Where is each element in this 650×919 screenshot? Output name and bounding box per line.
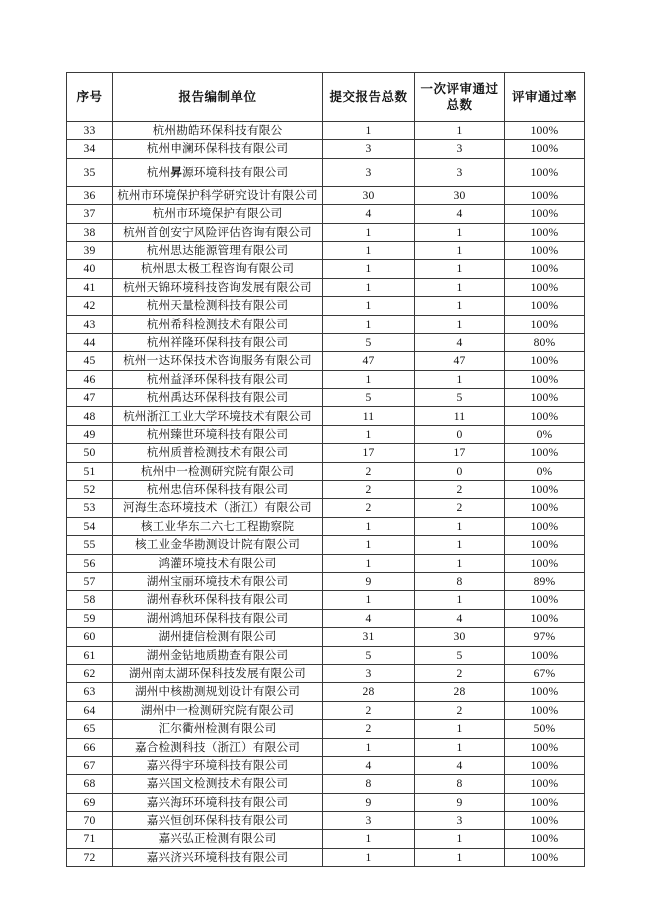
table-row (67, 775, 585, 793)
cell-unit-name: 嘉兴恒创环保科技有限公司 (113, 812, 323, 830)
cell-sequence: 41 (67, 278, 113, 296)
cell-first-pass: 4 (415, 205, 505, 223)
cell-unit-name: 杭州市环境保护有限公司 (113, 205, 323, 223)
cell-unit-name: 杭州中一检测研究院有限公司 (113, 462, 323, 480)
cell-first-pass: 1 (415, 554, 505, 572)
table-row (67, 462, 585, 480)
cell-pass-rate: 100% (505, 481, 585, 499)
cell-first-pass: 1 (415, 241, 505, 259)
cell-first-pass: 2 (415, 499, 505, 517)
cell-total-reports: 1 (323, 260, 415, 278)
table-row (67, 793, 585, 811)
cell-first-pass: 1 (415, 260, 505, 278)
table-row (67, 830, 585, 848)
cell-pass-rate: 89% (505, 572, 585, 590)
cell-sequence: 49 (67, 425, 113, 443)
cell-total-reports: 4 (323, 609, 415, 627)
table-row (67, 499, 585, 517)
cell-first-pass: 1 (415, 830, 505, 848)
cell-pass-rate: 100% (505, 701, 585, 719)
cell-total-reports: 2 (323, 481, 415, 499)
cell-sequence: 60 (67, 628, 113, 646)
cell-sequence: 39 (67, 241, 113, 259)
table-row (67, 389, 585, 407)
cell-unit-name: 河海生态环境技术（浙江）有限公司 (113, 499, 323, 517)
cell-sequence: 47 (67, 389, 113, 407)
cell-first-pass: 0 (415, 425, 505, 443)
cell-sequence: 59 (67, 609, 113, 627)
cell-first-pass: 1 (415, 536, 505, 554)
cell-sequence: 34 (67, 140, 113, 158)
cell-unit-name: 杭州忠信环保科技有限公司 (113, 481, 323, 499)
cell-first-pass: 4 (415, 609, 505, 627)
table-row (67, 628, 585, 646)
table-row (67, 352, 585, 370)
column-header-unit: 报告编制单位 (113, 73, 323, 122)
cell-first-pass: 2 (415, 664, 505, 682)
table-row (67, 140, 585, 158)
cell-first-pass: 8 (415, 572, 505, 590)
cell-first-pass: 3 (415, 140, 505, 158)
table-row (67, 370, 585, 388)
cell-total-reports: 3 (323, 158, 415, 186)
cell-pass-rate: 100% (505, 609, 585, 627)
cell-unit-name: 湖州鸿旭环保科技有限公司 (113, 609, 323, 627)
cell-first-pass: 1 (415, 223, 505, 241)
cell-first-pass: 1 (415, 848, 505, 866)
cell-pass-rate: 100% (505, 205, 585, 223)
cell-unit-name: 杭州思太极工程咨询有限公司 (113, 260, 323, 278)
cell-total-reports: 1 (323, 738, 415, 756)
cell-unit-name: 湖州南太湖环保科技发展有限公司 (113, 664, 323, 682)
cell-total-reports: 8 (323, 775, 415, 793)
cell-pass-rate: 100% (505, 122, 585, 140)
table-row (67, 609, 585, 627)
cell-first-pass: 1 (415, 720, 505, 738)
cell-pass-rate: 100% (505, 793, 585, 811)
cell-total-reports: 11 (323, 407, 415, 425)
cell-first-pass: 1 (415, 122, 505, 140)
cell-sequence: 37 (67, 205, 113, 223)
cell-pass-rate: 0% (505, 425, 585, 443)
cell-sequence: 50 (67, 444, 113, 462)
table-row (67, 407, 585, 425)
cell-total-reports: 2 (323, 701, 415, 719)
cell-total-reports: 47 (323, 352, 415, 370)
cell-first-pass: 3 (415, 158, 505, 186)
table-row (67, 572, 585, 590)
cell-total-reports: 9 (323, 793, 415, 811)
cell-sequence: 69 (67, 793, 113, 811)
column-header-total-reports: 提交报告总数 (323, 73, 415, 122)
cell-pass-rate: 80% (505, 333, 585, 351)
table-header-row (67, 73, 585, 122)
cell-unit-name: 核工业金华勘测设计院有限公司 (113, 536, 323, 554)
cell-unit-name: 杭州思达能源管理有限公司 (113, 241, 323, 259)
cell-sequence: 45 (67, 352, 113, 370)
cell-first-pass: 1 (415, 297, 505, 315)
table-row (67, 738, 585, 756)
cell-sequence: 52 (67, 481, 113, 499)
cell-pass-rate: 100% (505, 223, 585, 241)
cell-sequence: 71 (67, 830, 113, 848)
cell-pass-rate: 100% (505, 738, 585, 756)
cell-pass-rate: 100% (505, 140, 585, 158)
cell-pass-rate: 100% (505, 536, 585, 554)
cell-sequence: 62 (67, 664, 113, 682)
cell-pass-rate: 100% (505, 646, 585, 664)
cell-first-pass: 5 (415, 646, 505, 664)
cell-first-pass: 0 (415, 462, 505, 480)
cell-pass-rate: 100% (505, 517, 585, 535)
cell-first-pass: 1 (415, 370, 505, 388)
cell-unit-name: 杭州昇源环境科技有限公司 (113, 158, 323, 186)
cell-first-pass: 2 (415, 481, 505, 499)
cell-total-reports: 1 (323, 122, 415, 140)
cell-pass-rate: 100% (505, 683, 585, 701)
cell-total-reports: 1 (323, 517, 415, 535)
cell-total-reports: 1 (323, 591, 415, 609)
cell-first-pass: 1 (415, 591, 505, 609)
table-row (67, 241, 585, 259)
cell-total-reports: 1 (323, 554, 415, 572)
cell-total-reports: 4 (323, 756, 415, 774)
cell-unit-name: 鸿灌环境技术有限公司 (113, 554, 323, 572)
column-header-sequence: 序号 (67, 73, 113, 122)
cell-sequence: 36 (67, 186, 113, 204)
cell-total-reports: 2 (323, 462, 415, 480)
cell-sequence: 65 (67, 720, 113, 738)
cell-pass-rate: 100% (505, 260, 585, 278)
table-row (67, 122, 585, 140)
table-row (67, 425, 585, 443)
cell-unit-name: 湖州中核勘测规划设计有限公司 (113, 683, 323, 701)
cell-sequence: 35 (67, 158, 113, 186)
cell-pass-rate: 100% (505, 370, 585, 388)
cell-first-pass: 4 (415, 756, 505, 774)
cell-sequence: 38 (67, 223, 113, 241)
table-row (67, 756, 585, 774)
cell-first-pass: 9 (415, 793, 505, 811)
cell-unit-name: 杭州禹达环保科技有限公司 (113, 389, 323, 407)
cell-first-pass: 28 (415, 683, 505, 701)
cell-total-reports: 4 (323, 205, 415, 223)
cell-unit-name: 湖州捷信检测有限公司 (113, 628, 323, 646)
cell-unit-name: 湖州金钻地质勘查有限公司 (113, 646, 323, 664)
cell-pass-rate: 100% (505, 158, 585, 186)
cell-pass-rate: 100% (505, 812, 585, 830)
cell-first-pass: 5 (415, 389, 505, 407)
cell-pass-rate: 100% (505, 830, 585, 848)
cell-first-pass: 47 (415, 352, 505, 370)
table-row (67, 278, 585, 296)
table-row (67, 664, 585, 682)
table-row (67, 444, 585, 462)
cell-first-pass: 1 (415, 278, 505, 296)
report-statistics-table (66, 72, 585, 867)
cell-sequence: 64 (67, 701, 113, 719)
cell-unit-name: 杭州臻世环境科技有限公司 (113, 425, 323, 443)
cell-sequence: 42 (67, 297, 113, 315)
cell-unit-name: 杭州天锦环境科技咨询发展有限公司 (113, 278, 323, 296)
cell-pass-rate: 100% (505, 756, 585, 774)
cell-total-reports: 3 (323, 140, 415, 158)
cell-total-reports: 1 (323, 223, 415, 241)
cell-total-reports: 1 (323, 297, 415, 315)
cell-pass-rate: 100% (505, 554, 585, 572)
cell-first-pass: 11 (415, 407, 505, 425)
cell-total-reports: 9 (323, 572, 415, 590)
cell-first-pass: 1 (415, 517, 505, 535)
cell-unit-name: 湖州宝丽环境技术有限公司 (113, 572, 323, 590)
cell-pass-rate: 100% (505, 775, 585, 793)
cell-total-reports: 5 (323, 389, 415, 407)
table-row (67, 481, 585, 499)
cell-pass-rate: 100% (505, 241, 585, 259)
cell-unit-name: 杭州质普检测技术有限公司 (113, 444, 323, 462)
cell-pass-rate: 100% (505, 407, 585, 425)
cell-total-reports: 3 (323, 664, 415, 682)
cell-total-reports: 28 (323, 683, 415, 701)
table-row (67, 701, 585, 719)
cell-pass-rate: 100% (505, 444, 585, 462)
cell-pass-rate: 100% (505, 499, 585, 517)
cell-unit-name: 嘉兴济兴环境科技有限公司 (113, 848, 323, 866)
cell-unit-name: 杭州一达环保技术咨询服务有限公司 (113, 352, 323, 370)
cell-pass-rate: 100% (505, 315, 585, 333)
table-row (67, 554, 585, 572)
column-header-first-pass-total: 一次评审通过总数 (415, 73, 505, 122)
cell-first-pass: 2 (415, 701, 505, 719)
cell-unit-name: 湖州春秋环保科技有限公司 (113, 591, 323, 609)
cell-unit-name: 核工业华东二六七工程勘察院 (113, 517, 323, 535)
cell-first-pass: 1 (415, 738, 505, 756)
cell-sequence: 40 (67, 260, 113, 278)
table-row (67, 205, 585, 223)
cell-unit-name: 杭州申澜环保科技有限公司 (113, 140, 323, 158)
cell-total-reports: 1 (323, 278, 415, 296)
column-header-pass-rate: 评审通过率 (505, 73, 585, 122)
cell-sequence: 33 (67, 122, 113, 140)
cell-sequence: 44 (67, 333, 113, 351)
cell-unit-name: 嘉兴得宇环境科技有限公司 (113, 756, 323, 774)
table-row (67, 223, 585, 241)
table-row (67, 517, 585, 535)
table-row (67, 186, 585, 204)
cell-sequence: 56 (67, 554, 113, 572)
cell-sequence: 53 (67, 499, 113, 517)
table-row (67, 260, 585, 278)
cell-first-pass: 30 (415, 628, 505, 646)
report-table-container (66, 72, 584, 867)
cell-sequence: 55 (67, 536, 113, 554)
cell-first-pass: 4 (415, 333, 505, 351)
cell-sequence: 67 (67, 756, 113, 774)
cell-unit-name: 嘉兴海环环境科技有限公司 (113, 793, 323, 811)
cell-unit-name: 杭州浙江工业大学环境技术有限公司 (113, 407, 323, 425)
cell-sequence: 70 (67, 812, 113, 830)
cell-total-reports: 3 (323, 812, 415, 830)
cell-total-reports: 1 (323, 536, 415, 554)
cell-pass-rate: 100% (505, 352, 585, 370)
cell-total-reports: 30 (323, 186, 415, 204)
cell-total-reports: 31 (323, 628, 415, 646)
cell-unit-name: 杭州益泽环保科技有限公司 (113, 370, 323, 388)
cell-first-pass: 30 (415, 186, 505, 204)
cell-unit-name: 湖州中一检测研究院有限公司 (113, 701, 323, 719)
cell-total-reports: 2 (323, 499, 415, 517)
cell-first-pass: 17 (415, 444, 505, 462)
cell-pass-rate: 100% (505, 389, 585, 407)
cell-pass-rate: 100% (505, 278, 585, 296)
table-row (67, 591, 585, 609)
cell-sequence: 46 (67, 370, 113, 388)
table-row (67, 848, 585, 866)
cell-unit-name: 杭州祥隆环保科技有限公司 (113, 333, 323, 351)
cell-total-reports: 1 (323, 370, 415, 388)
cell-sequence: 54 (67, 517, 113, 535)
cell-pass-rate: 100% (505, 186, 585, 204)
cell-unit-name: 嘉兴国文检测技术有限公司 (113, 775, 323, 793)
cell-sequence: 72 (67, 848, 113, 866)
cell-sequence: 63 (67, 683, 113, 701)
cell-sequence: 66 (67, 738, 113, 756)
cell-total-reports: 1 (323, 425, 415, 443)
cell-unit-name: 汇尔衢州检测有限公司 (113, 720, 323, 738)
cell-pass-rate: 100% (505, 848, 585, 866)
cell-total-reports: 17 (323, 444, 415, 462)
cell-total-reports: 1 (323, 830, 415, 848)
cell-sequence: 61 (67, 646, 113, 664)
cell-unit-name: 嘉兴弘正检测有限公司 (113, 830, 323, 848)
table-row (67, 297, 585, 315)
table-row (67, 646, 585, 664)
cell-total-reports: 2 (323, 720, 415, 738)
table-row (67, 536, 585, 554)
cell-total-reports: 1 (323, 315, 415, 333)
cell-pass-rate: 100% (505, 591, 585, 609)
table-row (67, 683, 585, 701)
cell-sequence: 68 (67, 775, 113, 793)
cell-unit-name: 嘉合检测科技（浙江）有限公司 (113, 738, 323, 756)
cell-first-pass: 3 (415, 812, 505, 830)
cell-sequence: 51 (67, 462, 113, 480)
cell-pass-rate: 0% (505, 462, 585, 480)
cell-total-reports: 5 (323, 333, 415, 351)
cell-first-pass: 1 (415, 315, 505, 333)
cell-sequence: 43 (67, 315, 113, 333)
cell-unit-name: 杭州市环境保护科学研究设计有限公司 (113, 186, 323, 204)
cell-first-pass: 8 (415, 775, 505, 793)
cell-pass-rate: 50% (505, 720, 585, 738)
table-header (67, 73, 585, 122)
table-row (67, 720, 585, 738)
table-row (67, 812, 585, 830)
cell-unit-name: 杭州希科检测技术有限公司 (113, 315, 323, 333)
table-row (67, 315, 585, 333)
table-row (67, 333, 585, 351)
cell-unit-name: 杭州勘皓环保科技有限公 (113, 122, 323, 140)
table-body (67, 122, 585, 867)
cell-total-reports: 5 (323, 646, 415, 664)
cell-pass-rate: 97% (505, 628, 585, 646)
cell-sequence: 48 (67, 407, 113, 425)
table-row (67, 158, 585, 186)
cell-unit-name: 杭州天量检测科技有限公司 (113, 297, 323, 315)
cell-pass-rate: 67% (505, 664, 585, 682)
cell-unit-name: 杭州首创安宁风险评估咨询有限公司 (113, 223, 323, 241)
cell-total-reports: 1 (323, 848, 415, 866)
cell-sequence: 58 (67, 591, 113, 609)
cell-total-reports: 1 (323, 241, 415, 259)
cell-pass-rate: 100% (505, 297, 585, 315)
cell-sequence: 57 (67, 572, 113, 590)
